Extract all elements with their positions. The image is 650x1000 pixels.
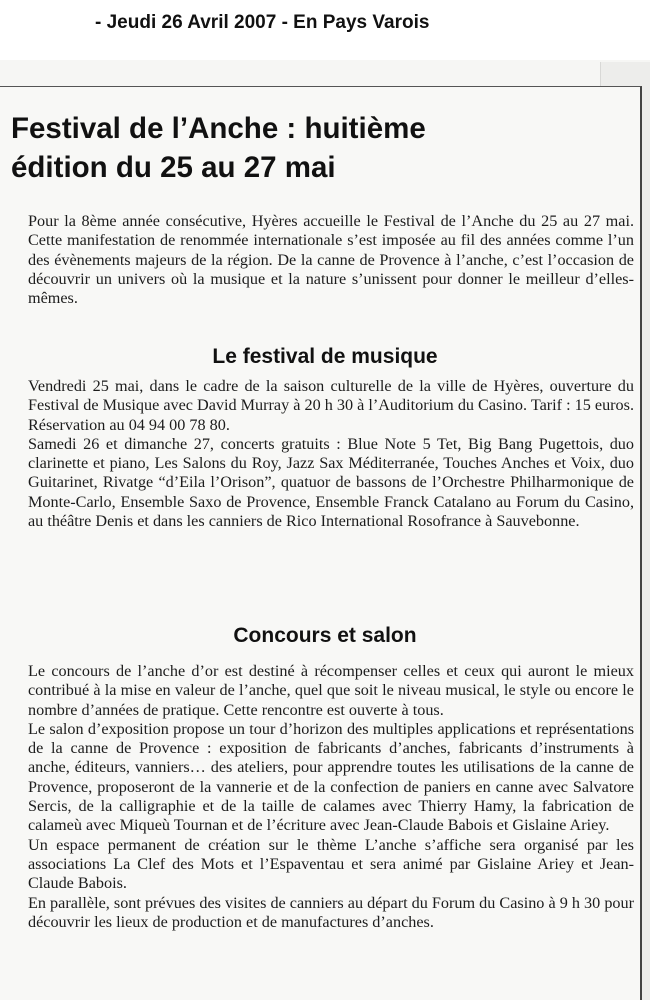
section-title-music: Le festival de musique [212, 345, 438, 369]
music-paragraph-2: Samedi 26 et dimanche 27, concerts gratuits : Blue Note 5 Tet, Big Bang Pugettois, duo clarinette et piano, Les Salons du Roy, Jazz Sax Méditerranée, Touches Anches et Voix, duo Guitarinet, Rivatge “d’Eila l’Orison”, quatuor de bassons de l’Orchestre Philharmonique de Monte-Carlo, Ensemble Saxo de Provence, Ensemble Franck Catalano au Forum du Casino, au théâtre Denis et dans les canniers de Rico International Rosofrance à Sauvebonne. [28, 434, 634, 531]
section-title-contest: Concours et salon [233, 624, 417, 648]
contest-paragraph-3: Un espace permanent de création sur le thème L’anche s’affiche sera organisé par les associations La Clef des Mots et l’Espaventau et sera animé par Gislaine Ariey et Jean-Claude Babois. [28, 835, 634, 893]
intro-paragraph [28, 212, 634, 308]
article [0, 86, 642, 1000]
contest-paragraph-4: En parallèle, sont prévues des visites de canniers au départ du Forum du Casino à 9 h 30 pour découvrir les lieux de production et de manufactures d’anches. [28, 893, 634, 931]
section-music-body [28, 377, 634, 531]
dateline: - Jeudi 26 Avril 2007 - En Pays Varois [95, 6, 525, 40]
contest-paragraph-1: Le concours de l’anche d’or est destiné à récompenser celles et ceux qui auront le mieux contribué à la mise en valeur de l’anche, quel que soit le niveau musical, le style ou encore le nombre d’années de pratique. Cette rencontre est ouverte à tous. [28, 662, 634, 719]
section-contest-body [28, 662, 634, 932]
headline-line-2: édition du 25 au 27 mai [11, 150, 336, 184]
contest-paragraph-2: Le salon d’exposition propose un tour d’horizon des multiples applications et représentations de la canne de Provence : exposition de fabricants d’anches, fabricants d’instruments à anche, éditeurs, vanniers… des ateliers, pour apprendre toutes les utilisations de la canne de Provence, proposeront de la vannerie et de la confection de paniers en canne avec Salvatore Sercis, de la calligraphie et de la taille de calames avec Thierry Hamy, la fabrication de calameù avec Miqueù Tournan et de l’écriture avec Jean-Claude Babois et Gislaine Ariey. [28, 719, 634, 835]
intro-text: Pour la 8ème année consécutive, Hyères accueille le Festival de l’Anche du 25 au 27 mai. Cette manifestation de renommée internationale s’est imposée au fil des années comme l’un des évènements majeurs de la région. De la canne de Provence à l’anche, c’est l’occasion de découvrir un univers où la musique et la nature s’unissent pour donner le meilleur d’elles-mêmes. [28, 212, 634, 308]
headline [11, 109, 611, 187]
music-paragraph-1: Vendredi 25 mai, dans le cadre de la saison culturelle de la ville de Hyères, ouverture du Festival de Musique avec David Murray à 20 h 30 à l’Auditorium du Casino. Tarif : 15 euros. Réservation au 04 94 00 78 80. [28, 377, 634, 434]
headline-line-1: Festival de l’Anche : huitième [11, 111, 426, 145]
